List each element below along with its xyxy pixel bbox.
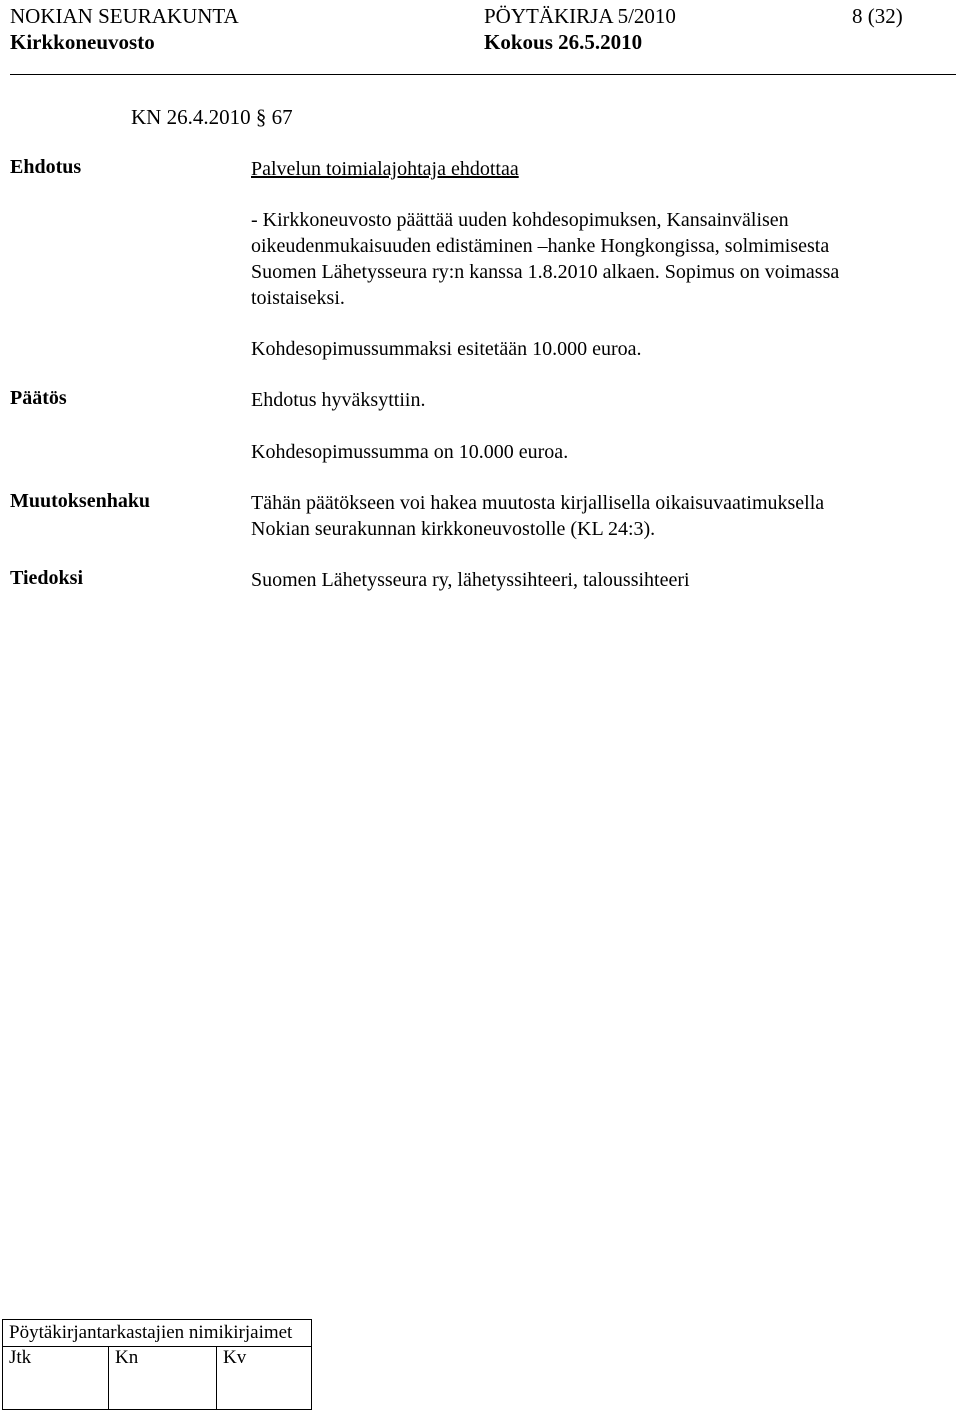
appeal-line: Nokian seurakunnan kirkkoneuvostolle (KL 24:3). bbox=[251, 518, 656, 540]
header-rule bbox=[10, 74, 956, 75]
section-label-ehdotus: Ehdotus bbox=[10, 156, 82, 178]
signature-column-label: Jtk bbox=[9, 1347, 32, 1368]
proposal-line: Suomen Lähetysseura ry:n kanssa 1.8.2010 alkaen. Sopimus on voimassa bbox=[251, 261, 840, 283]
header-page-number: 8 (32) bbox=[852, 4, 903, 28]
decision-sum: Kohdesopimussumma on 10.000 euroa. bbox=[251, 441, 569, 463]
section-label-muutoksenhaku: Muutoksenhaku bbox=[10, 490, 151, 512]
signature-cell-kv bbox=[217, 1347, 312, 1410]
proposal-line: - Kirkkoneuvosto päättää uuden kohdesopimuksen, Kansainvälisen bbox=[251, 209, 789, 231]
proposal-line: toistaiseksi. bbox=[251, 287, 345, 309]
signature-cell-jtk bbox=[3, 1347, 109, 1410]
decision-text: Ehdotus hyväksyttiin. bbox=[251, 389, 426, 411]
signature-cell-kn bbox=[109, 1347, 217, 1410]
appeal-line: Tähän päätökseen voi hakea muutosta kirjallisella oikaisuvaatimuksella bbox=[251, 492, 825, 514]
section-reference: KN 26.4.2010 § 67 bbox=[131, 105, 293, 129]
signature-box-title: Pöytäkirjantarkastajien nimikirjaimet bbox=[3, 1320, 312, 1347]
proposal-sum: Kohdesopimussummaksi esitetään 10.000 euroa. bbox=[251, 338, 642, 360]
proposal-line: oikeudenmukaisuuden edistäminen –hanke Hongkongissa, solmimisesta bbox=[251, 235, 830, 257]
header-body-name: Kirkkoneuvosto bbox=[10, 30, 155, 54]
proposal-intro: Palvelun toimialajohtaja ehdottaa bbox=[251, 158, 519, 180]
header-meeting-date: Kokous 26.5.2010 bbox=[484, 30, 643, 54]
signature-box bbox=[2, 1319, 312, 1410]
notice-recipients: Suomen Lähetysseura ry, lähetyssihteeri, taloussihteeri bbox=[251, 569, 690, 591]
header-document-title: PÖYTÄKIRJA 5/2010 bbox=[484, 4, 676, 28]
section-label-paatos: Päätös bbox=[10, 387, 67, 409]
signature-column-label: Kv bbox=[223, 1347, 247, 1368]
section-label-tiedoksi: Tiedoksi bbox=[10, 567, 83, 589]
header-org: NOKIAN SEURAKUNTA bbox=[10, 4, 239, 28]
signature-column-label: Kn bbox=[115, 1347, 139, 1368]
